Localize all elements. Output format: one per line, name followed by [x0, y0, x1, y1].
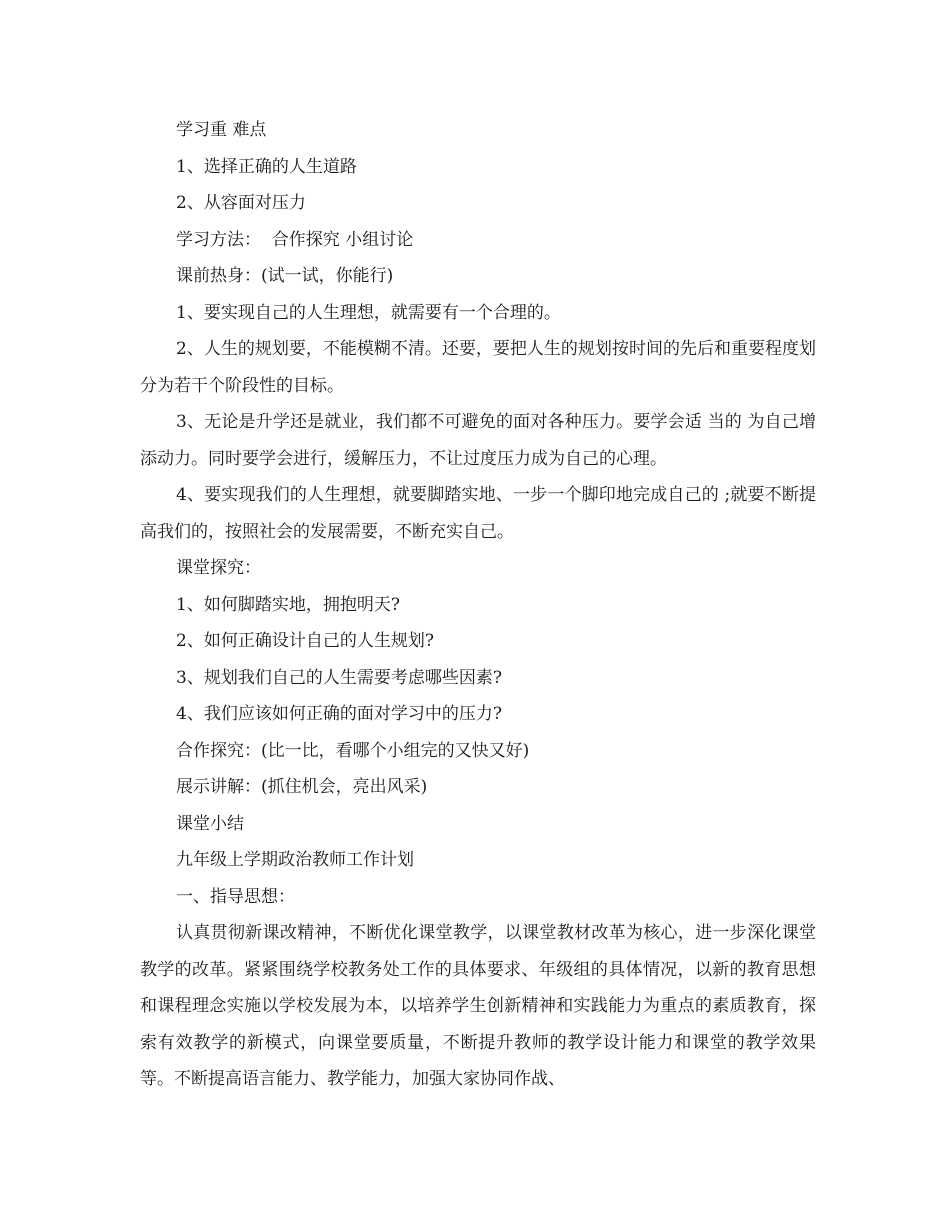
presentation: 展示讲解：(抓住机会，亮出风采) — [176, 777, 428, 797]
guiding-thought-body: 认真贯彻新课改精神，不断优化课堂教学，以课堂教材改革为核心，进一步深化课堂教学的改革。紧紧围绕学校教务处工作的具体要求、年级组的具体情况，以新的教育思想和课程理念实施以学校发展为本，以培养学生创新精神和实践能力为重点的素质教育，探索有效教学的新模式，向课堂要质量，不断提升教师的教学设计能力和课堂的教学效果等。不断提高语言能力、教学能力，加强大家协同作战、 — [140, 923, 816, 1089]
cooperative-inquiry: 合作探究：(比一比，看哪个小组完的又快又好) — [176, 740, 530, 761]
inquiry-item-1: 1、如何脚踏实地，拥抱明天? — [176, 594, 400, 615]
learning-method: 学习方法： 合作探究 小组讨论 — [176, 229, 414, 250]
inquiry-item-2: 2、如何正确设计自己的人生规划? — [176, 631, 434, 651]
key-point-2: 2、从容面对压力 — [176, 193, 306, 213]
heading-work-plan: 九年级上学期政治教师工作计划 — [176, 850, 414, 870]
warmup-item-3: 3、无论是升学还是就业，我们都不可避免的面对各种压力。要学会适 当的 为自己增添动力。同时要学会进行，缓解压力，不让过度压力成为自己的心理。 — [140, 412, 816, 469]
heading-key-points: 学习重 难点 — [176, 120, 267, 140]
warmup-item-4: 4、要实现我们的人生理想，就要脚踏实地、一步一个脚印地完成自己的 ;就要不断提高我们的，按照社会的发展需要，不断充实自己。 — [140, 485, 816, 542]
heading-class-summary: 课堂小结 — [176, 813, 244, 834]
inquiry-item-4: 4、我们应该如何正确的面对学习中的压力? — [176, 704, 502, 724]
heading-class-inquiry: 课堂探究： — [176, 558, 261, 578]
inquiry-item-3: 3、规划我们自己的人生需要考虑哪些因素? — [176, 667, 502, 688]
heading-warmup: 课前热身：(试一试，你能行) — [176, 266, 394, 286]
warmup-item-1: 1、要实现自己的人生理想，就需要有一个合理的。 — [176, 302, 561, 323]
warmup-item-2: 2、人生的规划要，不能模糊不清。还要，要把人生的规划按时间的先后和重要程度划分为若干个阶段性的目标。 — [140, 339, 816, 396]
heading-guiding-thought: 一、指导思想： — [176, 886, 295, 907]
key-point-1: 1、选择正确的人生道路 — [176, 156, 357, 177]
document-body — [140, 112, 816, 1098]
